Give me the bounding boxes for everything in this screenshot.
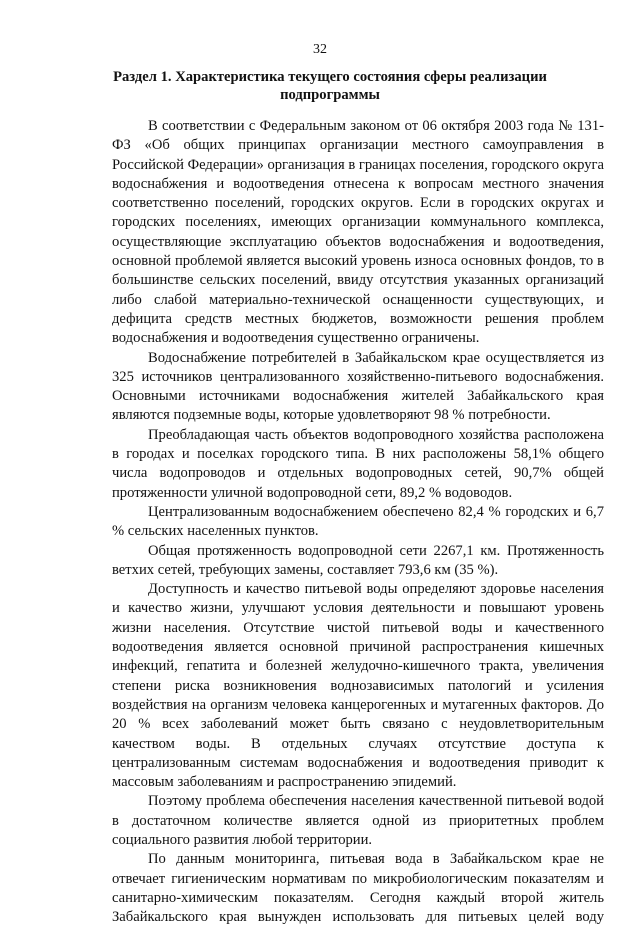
section-title: Раздел 1. Характеристика текущего состояния сферы реализации подпрограммы xyxy=(113,69,547,103)
paragraph: Водоснабжение потребителей в Забайкальском крае осуществляется из 325 источников централизованного хозяйственно-питьевого водоснабжения. Основными источниками водоснабжения жителей Забайкальского края являются подземные воды, которые удовлетворяют 98 % потребности. xyxy=(112,349,604,424)
page-number: 32 xyxy=(313,42,327,57)
paragraph: Централизованным водоснабжением обеспечено 82,4 % городских и 6,7 % сельских населенных пунктов. xyxy=(112,503,604,540)
body-text xyxy=(112,117,604,927)
paragraph: В соответствии с Федеральным законом от 06 октября 2003 года № 131-ФЗ «Об общих принципах организации местного самоуправления в Российской Федерации» организация в границах поселения, городского округа водоснабжения и водоотведения отнесена к вопросам местного значения соответственно поселений, городских округов. Если в городских округах и городских поселениях, имеющих организации коммунального комплекса, осуществляющие эксплуатацию объектов водоснабжения и водоотведения, основной проблемой является высокий уровень износа основных фондов, то в большинстве сельских поселений, ввиду отсутствия указанных организаций либо слабой материально-технической оснащенности существующих, и дефицита средств местных бюджетов, возможности решения проблем водоснабжения и водоотведения существенно ограничены. xyxy=(112,118,604,347)
paragraph: Поэтому проблема обеспечения населения качественной питьевой водой в достаточном количестве является одной из приоритетных проблем социального развития любой территории. xyxy=(112,793,604,848)
paragraph: По данным мониторинга, питьевая вода в Забайкальском крае не отвечает гигиеническим нормативам по микробиологическим показателям и санитарно-химическим показателям. Сегодня каждый второй житель Забайкальского края вынужден использовать для питьевых целей воду xyxy=(112,851,604,926)
paragraph: Преобладающая часть объектов водопроводного хозяйства расположена в городах и поселках городского типа. В них расположены 58,1% общего числа водопроводов и отдельных водопроводных сетей, 90,7% общей протяженности уличной водопроводной сети, 89,2 % водоводов. xyxy=(112,426,604,501)
paragraph: Общая протяженность водопроводной сети 2267,1 км. Протяженность ветхих сетей, требующих замены, составляет 793,6 км (35 %). xyxy=(112,542,604,578)
paragraph: Доступность и качество питьевой воды определяют здоровье населения и качество жизни, улучшают условия деятельности и повышают уровень жизни населения. Отсутствие чистой питьевой воды и качественного водоотведения является основной причиной распространения кишечных инфекций, гепатита и болезней желудочно-кишечного тракта, увеличения степени риска возникновения воднозависимых патологий и усиления воздействия на организм человека канцерогенных и мутагенных факторов. До 20 % всех заболеваний может быть связано с неудовлетворительным качеством воды. В отдельных случаях отсутствие доступа к централизованным системам водоснабжения и водоотведения приводит к массовым заболеваниям и распространению эпидемий. xyxy=(112,581,604,791)
